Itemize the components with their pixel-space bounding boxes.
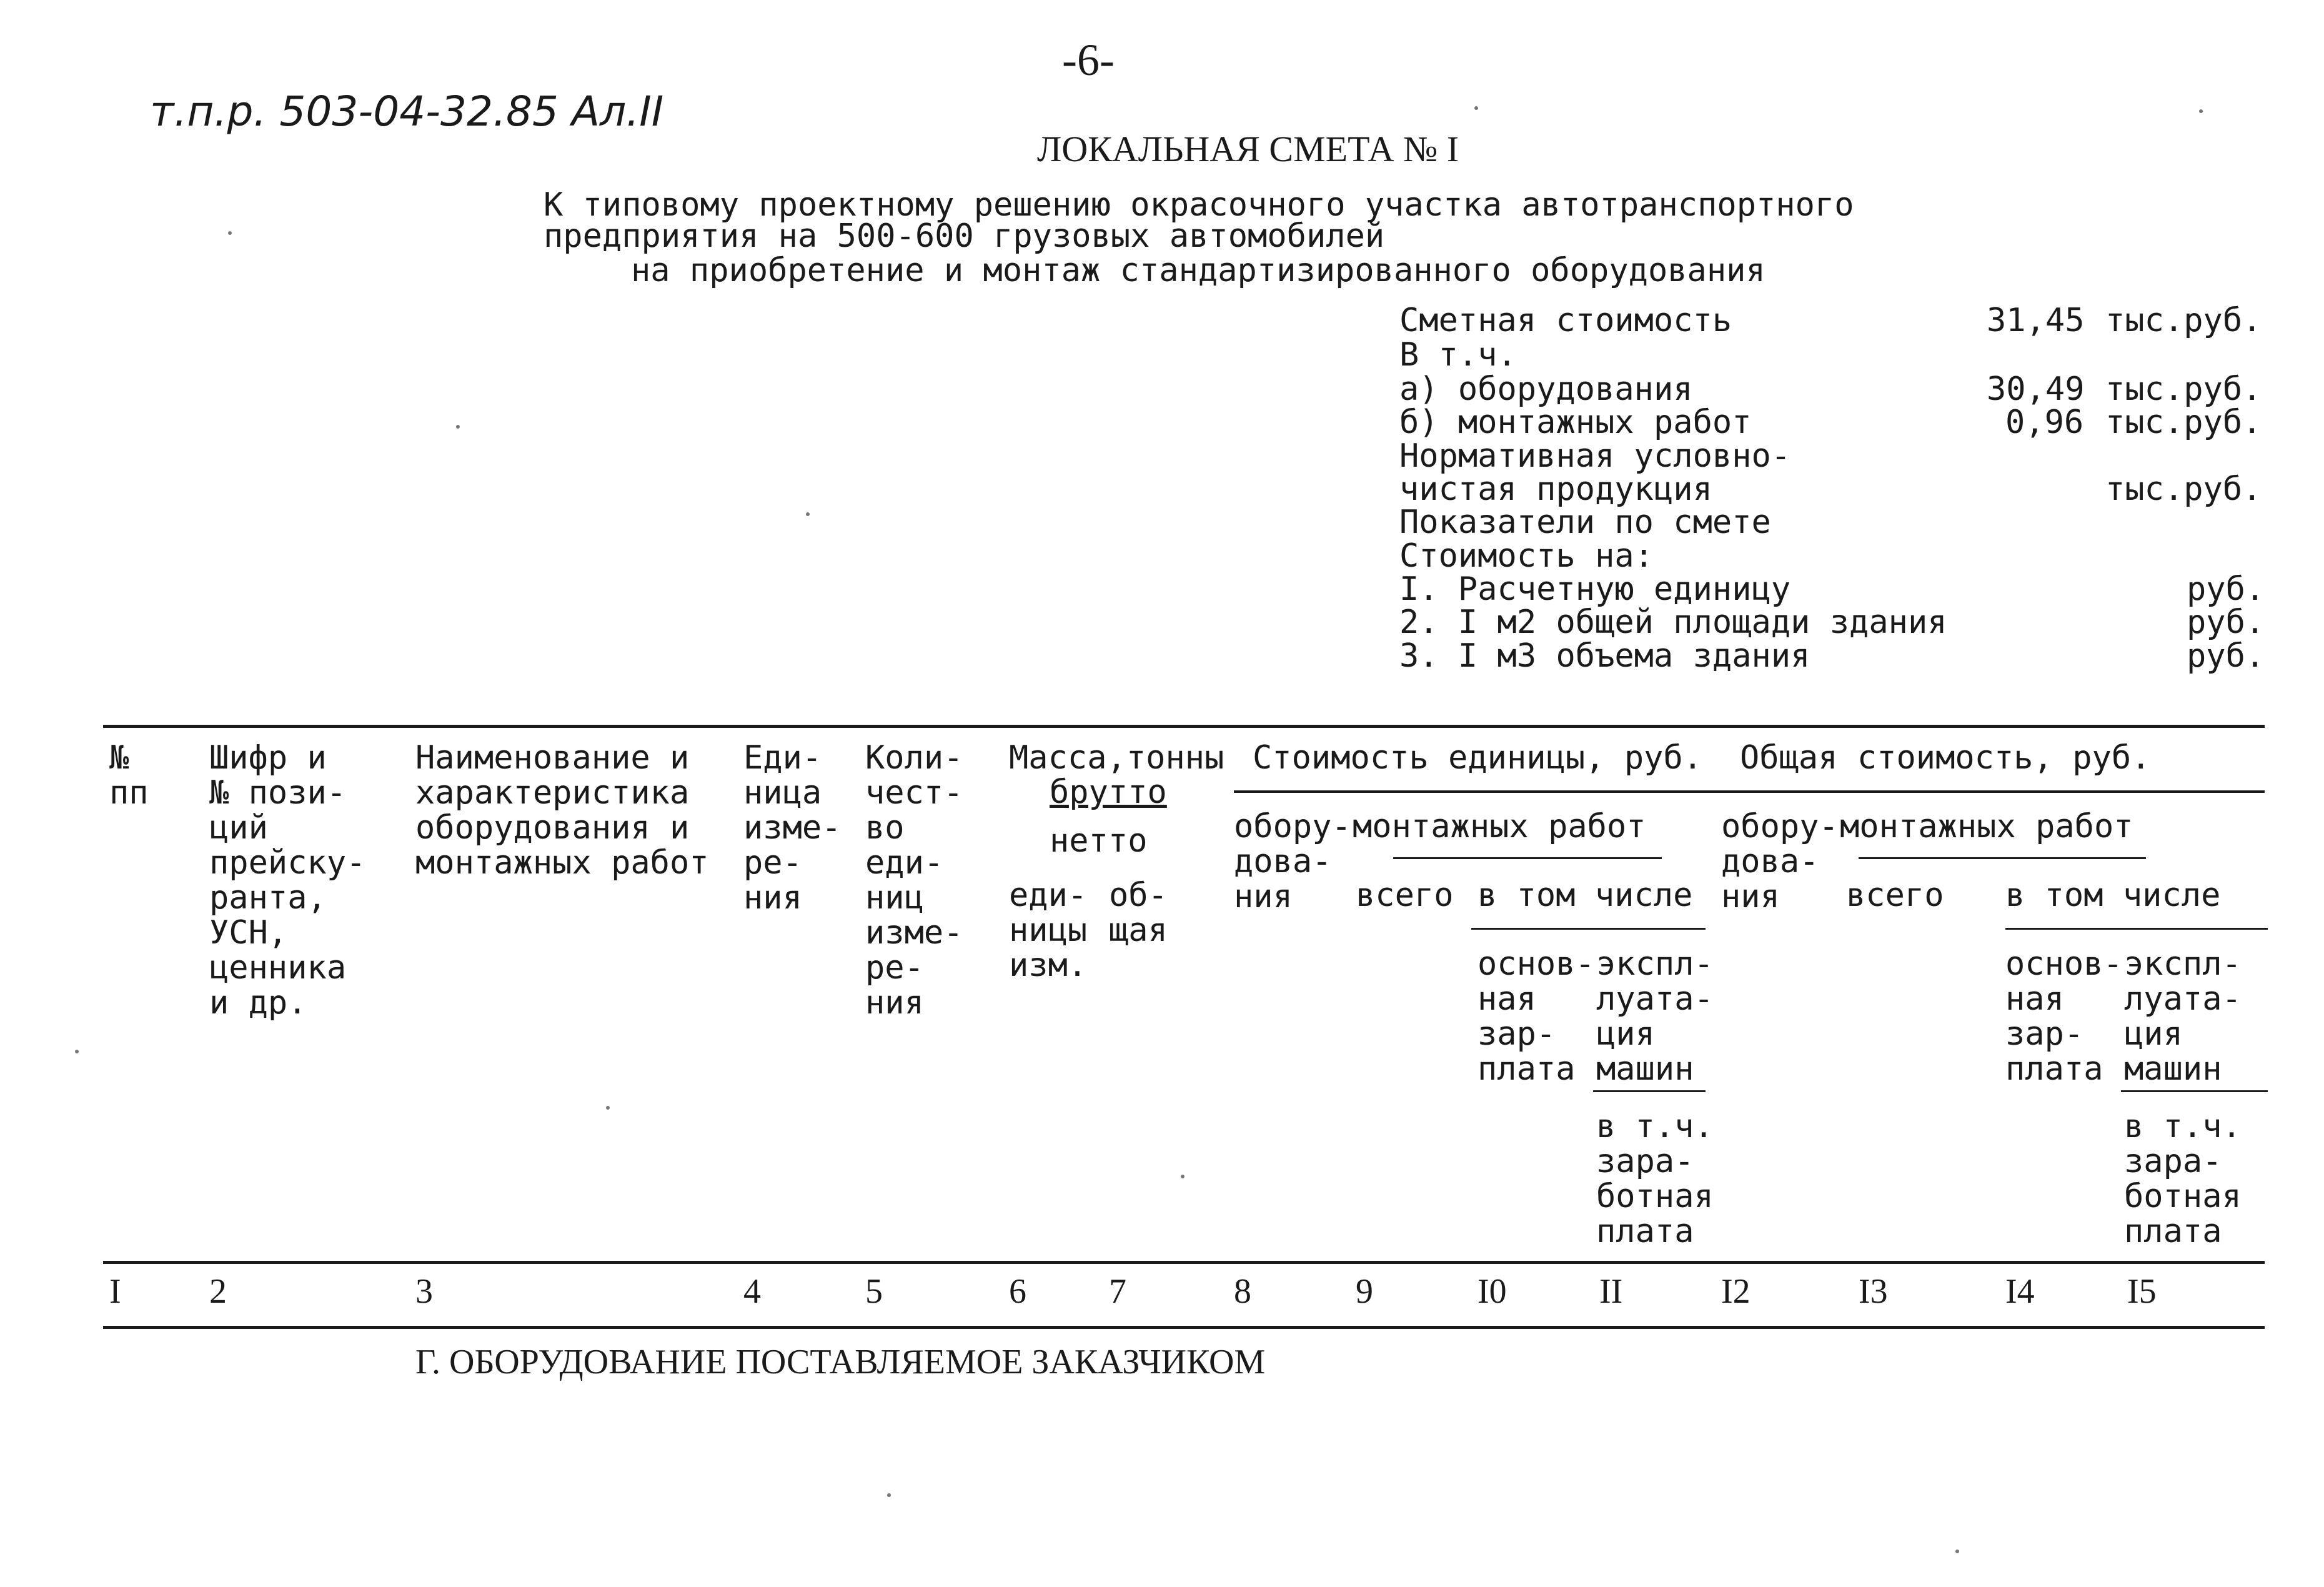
column-number: 9 xyxy=(1356,1272,1373,1311)
summary-label: Показатели по смете xyxy=(1399,504,1771,541)
header-total-cost: Общая стоимость, руб. xyxy=(1740,739,2151,777)
summary-label: 2. I м2 общей площади здания xyxy=(1399,604,1947,641)
header-mass-per-unit: еди- ницы изм. xyxy=(1009,877,1088,984)
section-title: Г. ОБОРУДОВАНИЕ ПОСТАВЛЯЕМОЕ ЗАКАЗЧИКОМ xyxy=(415,1343,1266,1381)
scan-speck xyxy=(806,512,810,516)
total-machines-rule xyxy=(2121,1090,2268,1092)
document-title: ЛОКАЛЬНАЯ СМЕТА № I xyxy=(1037,129,1459,169)
summary-unit: тыс.руб. xyxy=(2105,371,2262,408)
scan-speck xyxy=(1181,1175,1184,1178)
header-mass-total: об- щая xyxy=(1109,877,1168,949)
scan-speck xyxy=(1955,1550,1959,1553)
scan-speck xyxy=(75,1050,79,1053)
header-mass-brutto: брутто xyxy=(1050,774,1167,811)
summary-unit: тыс.руб. xyxy=(2105,302,2262,339)
scan-speck xyxy=(456,425,460,429)
incl-rule xyxy=(1471,928,1706,930)
summary-unit: руб. xyxy=(2187,604,2265,641)
subtitle-line-3: на приобретение и монтаж стандартизированного оборудования xyxy=(631,252,1765,289)
summary-value: 31,45 xyxy=(1987,302,2085,339)
summary-label: б) монтажных работ xyxy=(1399,404,1752,441)
header-name: Наименование и характеристика оборудования и монтажных работ xyxy=(415,739,709,882)
page-number: -6- xyxy=(1062,35,1115,85)
column-number: 6 xyxy=(1009,1272,1026,1311)
scan-speck xyxy=(606,1106,610,1110)
summary-value: 0,96 xyxy=(2005,404,2084,441)
table-top-rule xyxy=(103,725,2265,728)
header-install-all: всего xyxy=(1356,877,1454,914)
header-unit: Еди- ница изме- ре- ния xyxy=(743,739,842,917)
summary-unit: тыс.руб. xyxy=(2105,470,2262,508)
scan-speck xyxy=(887,1493,891,1497)
column-number: II xyxy=(1599,1272,1623,1311)
column-number: 5 xyxy=(865,1272,883,1311)
column-numbers-bottom-rule xyxy=(103,1326,2265,1329)
header-total-basic-wage: основ- ная зар- плата xyxy=(2005,945,2123,1088)
column-number: I xyxy=(109,1272,121,1311)
header-total-incl-wage: в т.ч. зара- ботная плата xyxy=(2124,1108,2242,1250)
header-basic-wage: основ- ная зар- плата xyxy=(1477,945,1595,1088)
column-number: 8 xyxy=(1234,1272,1251,1311)
summary-value: 30,49 xyxy=(1987,371,2085,408)
scan-speck xyxy=(228,231,232,235)
header-mass: Масса,тонны xyxy=(1009,739,1224,777)
column-number: 3 xyxy=(415,1272,433,1311)
scan-speck xyxy=(2199,109,2203,113)
cost-group-rule xyxy=(1234,790,2265,793)
summary-label: I. Расчетную единицу xyxy=(1399,570,1791,608)
column-number: I4 xyxy=(2005,1272,2035,1311)
header-total-all: всего xyxy=(1846,877,1944,914)
subtitle-line-1: К типовому проектному решению окрасочного участка автотранспортного xyxy=(544,186,1854,224)
header-total-equipment: обору- дова- ния xyxy=(1721,808,1839,915)
summary-label: Нормативная условно- xyxy=(1399,437,1791,475)
scan-speck xyxy=(1474,106,1478,110)
column-number: I0 xyxy=(1477,1272,1507,1311)
summary-label: В т.ч. xyxy=(1399,336,1517,374)
summary-label: чистая продукция xyxy=(1399,470,1712,508)
summary-unit: тыс.руб. xyxy=(2105,404,2262,441)
header-total-machines: экспл- луата- ция машин xyxy=(2124,945,2242,1088)
install-rule xyxy=(1393,857,1662,859)
header-total-installation: монтажных работ xyxy=(1840,808,2133,845)
summary-unit: руб. xyxy=(2187,570,2265,608)
header-number: № пп xyxy=(109,739,149,812)
document-code: т.п.р. 503-04-32.85 Ал.II xyxy=(150,87,664,136)
header-quantity: Коли- чест- во еди- ниц изме- ре- ния xyxy=(865,739,963,1022)
total-incl-rule xyxy=(2005,928,2268,930)
summary-label: а) оборудования xyxy=(1399,371,1693,408)
subtitle-line-2: предприятия на 500-600 грузовых автомобилей xyxy=(544,217,1385,255)
header-total-incl: в том числе xyxy=(2005,877,2221,914)
column-numbers-top-rule xyxy=(103,1261,2265,1264)
header-equipment: обору- дова- ния xyxy=(1234,808,1351,915)
column-number: 2 xyxy=(209,1272,227,1311)
column-number: I3 xyxy=(1859,1272,1888,1311)
header-machines: экспл- луата- ция машин xyxy=(1596,945,1714,1088)
header-code: Шифр и № пози- ций прейску- ранта, УСН, ценника и др. xyxy=(209,739,366,1022)
header-mass-netto: нетто xyxy=(1050,822,1148,860)
summary-unit: руб. xyxy=(2187,637,2265,675)
machines-rule xyxy=(1593,1090,1706,1092)
header-install-incl: в том числе xyxy=(1477,877,1693,914)
header-installation: монтажных работ xyxy=(1353,808,1646,845)
total-install-rule xyxy=(1859,857,2146,859)
summary-label: 3. I м3 объема здания xyxy=(1399,637,1810,675)
column-number: 7 xyxy=(1109,1272,1126,1311)
column-number: 4 xyxy=(743,1272,761,1311)
header-incl-wage: в т.ч. зара- ботная плата xyxy=(1596,1108,1714,1250)
column-number: I2 xyxy=(1721,1272,1750,1311)
summary-label: Сметная стоимость xyxy=(1399,302,1732,339)
summary-label: Стоимость на: xyxy=(1399,537,1654,575)
column-number: I5 xyxy=(2127,1272,2157,1311)
header-unit-cost: Стоимость единицы, руб. xyxy=(1253,739,1703,777)
